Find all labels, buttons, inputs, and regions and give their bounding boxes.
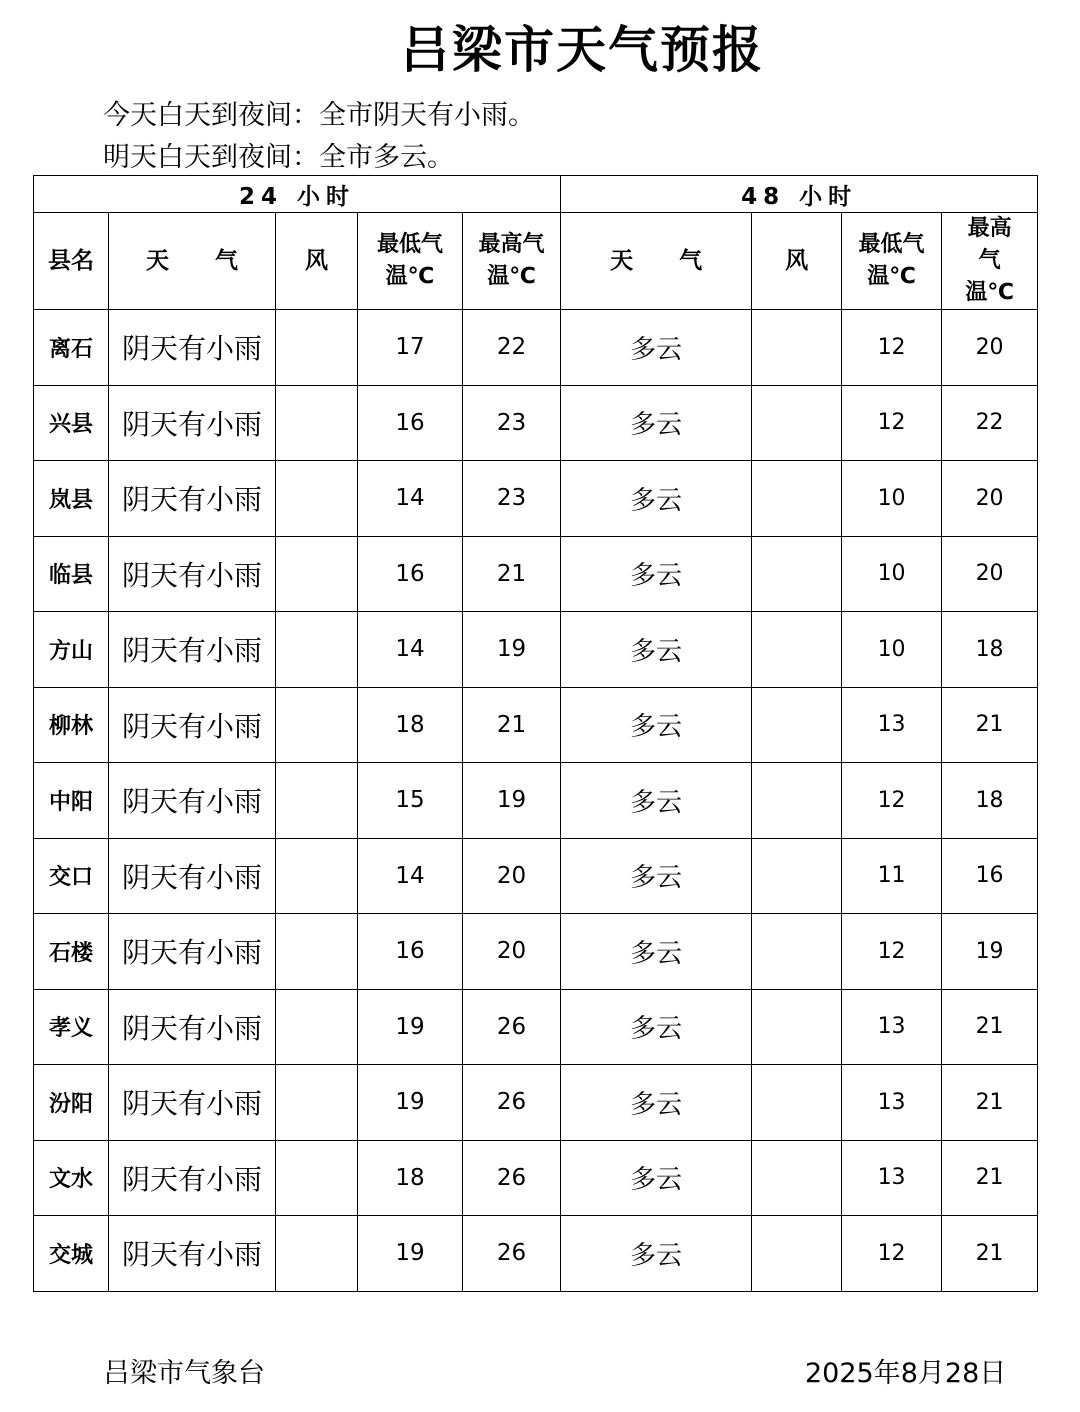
wind-48h-cell (752, 1140, 842, 1216)
table-row (34, 1216, 1038, 1292)
period-24h-header: 24 小时 (34, 176, 561, 213)
wind-48h-header: 风 (752, 213, 842, 310)
max-temp-48h-cell: 19 (942, 914, 1038, 990)
forecast-table (33, 175, 1038, 1292)
weather-24h-cell: 阴天有小雨 (109, 461, 276, 537)
max-temp-48h-cell: 21 (942, 989, 1038, 1065)
min-temp-24h-cell: 16 (358, 536, 463, 612)
weather-48h-cell: 多云 (561, 1216, 752, 1292)
min-temp-24h-cell: 19 (358, 989, 463, 1065)
weather-48h-header: 天 气 (561, 213, 752, 310)
wind-24h-cell (276, 310, 358, 386)
county-cell: 汾阳 (34, 1065, 109, 1141)
min-temp-48h-cell: 12 (842, 1216, 942, 1292)
county-cell: 孝义 (34, 989, 109, 1065)
min-temp-24h-cell: 15 (358, 763, 463, 839)
county-cell: 柳林 (34, 687, 109, 763)
min-temp-48h-cell: 13 (842, 687, 942, 763)
wind-48h-cell (752, 989, 842, 1065)
max-temp-24h-cell: 26 (463, 1216, 561, 1292)
county-cell: 石楼 (34, 914, 109, 990)
min-temp-24h-cell: 14 (358, 838, 463, 914)
min-temp-24h-cell: 18 (358, 1140, 463, 1216)
county-cell: 文水 (34, 1140, 109, 1216)
weather-48h-cell: 多云 (561, 1140, 752, 1216)
wind-24h-cell (276, 989, 358, 1065)
max-temp-24h-cell: 20 (463, 838, 561, 914)
table-row (34, 914, 1038, 990)
table-row (34, 838, 1038, 914)
max-temp-24h-header: 最高气温℃ (463, 213, 561, 310)
weather-24h-cell: 阴天有小雨 (109, 1140, 276, 1216)
wind-48h-cell (752, 612, 842, 688)
table-row (34, 1065, 1038, 1141)
table-row (34, 385, 1038, 461)
weather-24h-cell: 阴天有小雨 (109, 687, 276, 763)
weather-48h-cell: 多云 (561, 914, 752, 990)
min-temp-24h-cell: 17 (358, 310, 463, 386)
max-temp-48h-cell: 16 (942, 838, 1038, 914)
county-cell: 中阳 (34, 763, 109, 839)
max-temp-24h-cell: 26 (463, 1065, 561, 1141)
min-temp-24h-cell: 19 (358, 1065, 463, 1141)
tomorrow-summary: 明天白天到夜间：全市多云。 (103, 142, 454, 173)
wind-24h-cell (276, 385, 358, 461)
table-row (34, 1140, 1038, 1216)
weather-24h-cell: 阴天有小雨 (109, 385, 276, 461)
min-temp-48h-cell: 11 (842, 838, 942, 914)
wind-48h-cell (752, 1216, 842, 1292)
min-temp-24h-cell: 14 (358, 461, 463, 537)
max-temp-48h-cell: 20 (942, 536, 1038, 612)
table-row (34, 763, 1038, 839)
wind-24h-cell (276, 612, 358, 688)
weather-24h-cell: 阴天有小雨 (109, 838, 276, 914)
min-temp-48h-cell: 13 (842, 989, 942, 1065)
county-header: 县名 (34, 213, 109, 310)
wind-24h-cell (276, 763, 358, 839)
min-temp-48h-cell: 12 (842, 914, 942, 990)
min-temp-48h-cell: 12 (842, 385, 942, 461)
weather-48h-cell: 多云 (561, 989, 752, 1065)
wind-24h-cell (276, 914, 358, 990)
weather-24h-cell: 阴天有小雨 (109, 1216, 276, 1292)
county-cell: 交城 (34, 1216, 109, 1292)
county-cell: 方山 (34, 612, 109, 688)
weather-48h-cell: 多云 (561, 687, 752, 763)
max-temp-48h-header: 最高气温℃ (942, 213, 1038, 310)
weather-24h-cell: 阴天有小雨 (109, 536, 276, 612)
county-cell: 离石 (34, 310, 109, 386)
max-temp-24h-cell: 21 (463, 687, 561, 763)
max-temp-24h-cell: 26 (463, 1140, 561, 1216)
weather-48h-cell: 多云 (561, 763, 752, 839)
max-temp-48h-cell: 21 (942, 1140, 1038, 1216)
min-temp-24h-cell: 14 (358, 612, 463, 688)
today-summary: 今天白天到夜间：全市阴天有小雨。 (103, 100, 535, 131)
min-temp-24h-cell: 18 (358, 687, 463, 763)
wind-48h-cell (752, 763, 842, 839)
min-temp-24h-cell: 16 (358, 914, 463, 990)
weather-24h-cell: 阴天有小雨 (109, 989, 276, 1065)
min-temp-48h-cell: 12 (842, 763, 942, 839)
county-cell: 临县 (34, 536, 109, 612)
wind-24h-header: 风 (276, 213, 358, 310)
weather-24h-cell: 阴天有小雨 (109, 914, 276, 990)
weather-48h-cell: 多云 (561, 1065, 752, 1141)
max-temp-48h-cell: 21 (942, 1216, 1038, 1292)
wind-48h-cell (752, 1065, 842, 1141)
max-temp-24h-cell: 21 (463, 536, 561, 612)
min-temp-48h-cell: 10 (842, 461, 942, 537)
weather-48h-cell: 多云 (561, 310, 752, 386)
min-temp-48h-cell: 10 (842, 536, 942, 612)
min-temp-48h-cell: 12 (842, 310, 942, 386)
weather-48h-cell: 多云 (561, 385, 752, 461)
max-temp-24h-cell: 22 (463, 310, 561, 386)
wind-24h-cell (276, 1216, 358, 1292)
min-temp-24h-cell: 19 (358, 1216, 463, 1292)
max-temp-48h-cell: 22 (942, 385, 1038, 461)
weather-24h-cell: 阴天有小雨 (109, 1065, 276, 1141)
county-cell: 兴县 (34, 385, 109, 461)
weather-48h-cell: 多云 (561, 612, 752, 688)
wind-48h-cell (752, 536, 842, 612)
table-row (34, 687, 1038, 763)
weather-48h-cell: 多云 (561, 461, 752, 537)
max-temp-48h-cell: 21 (942, 687, 1038, 763)
wind-24h-cell (276, 838, 358, 914)
max-temp-48h-cell: 18 (942, 763, 1038, 839)
max-temp-24h-cell: 20 (463, 914, 561, 990)
min-temp-48h-cell: 13 (842, 1065, 942, 1141)
weather-24h-cell: 阴天有小雨 (109, 612, 276, 688)
min-temp-48h-header: 最低气温℃ (842, 213, 942, 310)
min-temp-48h-cell: 10 (842, 612, 942, 688)
wind-48h-cell (752, 838, 842, 914)
wind-48h-cell (752, 914, 842, 990)
wind-48h-cell (752, 461, 842, 537)
table-row (34, 612, 1038, 688)
weather-24h-cell: 阴天有小雨 (109, 310, 276, 386)
max-temp-48h-cell: 21 (942, 1065, 1038, 1141)
wind-48h-cell (752, 385, 842, 461)
max-temp-24h-cell: 23 (463, 461, 561, 537)
max-temp-24h-cell: 19 (463, 763, 561, 839)
max-temp-24h-cell: 19 (463, 612, 561, 688)
issue-date: 2025年8月28日 (805, 1358, 1007, 1389)
period-48h-header: 48 小时 (561, 176, 1038, 213)
weather-24h-header: 天 气 (109, 213, 276, 310)
max-temp-48h-cell: 18 (942, 612, 1038, 688)
table-row (34, 461, 1038, 537)
min-temp-24h-header: 最低气温℃ (358, 213, 463, 310)
max-temp-48h-cell: 20 (942, 310, 1038, 386)
wind-24h-cell (276, 1140, 358, 1216)
wind-48h-cell (752, 310, 842, 386)
weather-24h-cell: 阴天有小雨 (109, 763, 276, 839)
page-title: 吕梁市天气预报 (400, 21, 764, 79)
table-row (34, 989, 1038, 1065)
max-temp-24h-cell: 23 (463, 385, 561, 461)
table-row (34, 310, 1038, 386)
min-temp-48h-cell: 13 (842, 1140, 942, 1216)
max-temp-48h-cell: 20 (942, 461, 1038, 537)
county-cell: 交口 (34, 838, 109, 914)
wind-48h-cell (752, 687, 842, 763)
wind-24h-cell (276, 536, 358, 612)
wind-24h-cell (276, 1065, 358, 1141)
wind-24h-cell (276, 461, 358, 537)
max-temp-24h-cell: 26 (463, 989, 561, 1065)
min-temp-24h-cell: 16 (358, 385, 463, 461)
table-row (34, 536, 1038, 612)
wind-24h-cell (276, 687, 358, 763)
county-cell: 岚县 (34, 461, 109, 537)
issuer-label: 吕梁市气象台 (103, 1358, 265, 1389)
weather-48h-cell: 多云 (561, 536, 752, 612)
weather-48h-cell: 多云 (561, 838, 752, 914)
